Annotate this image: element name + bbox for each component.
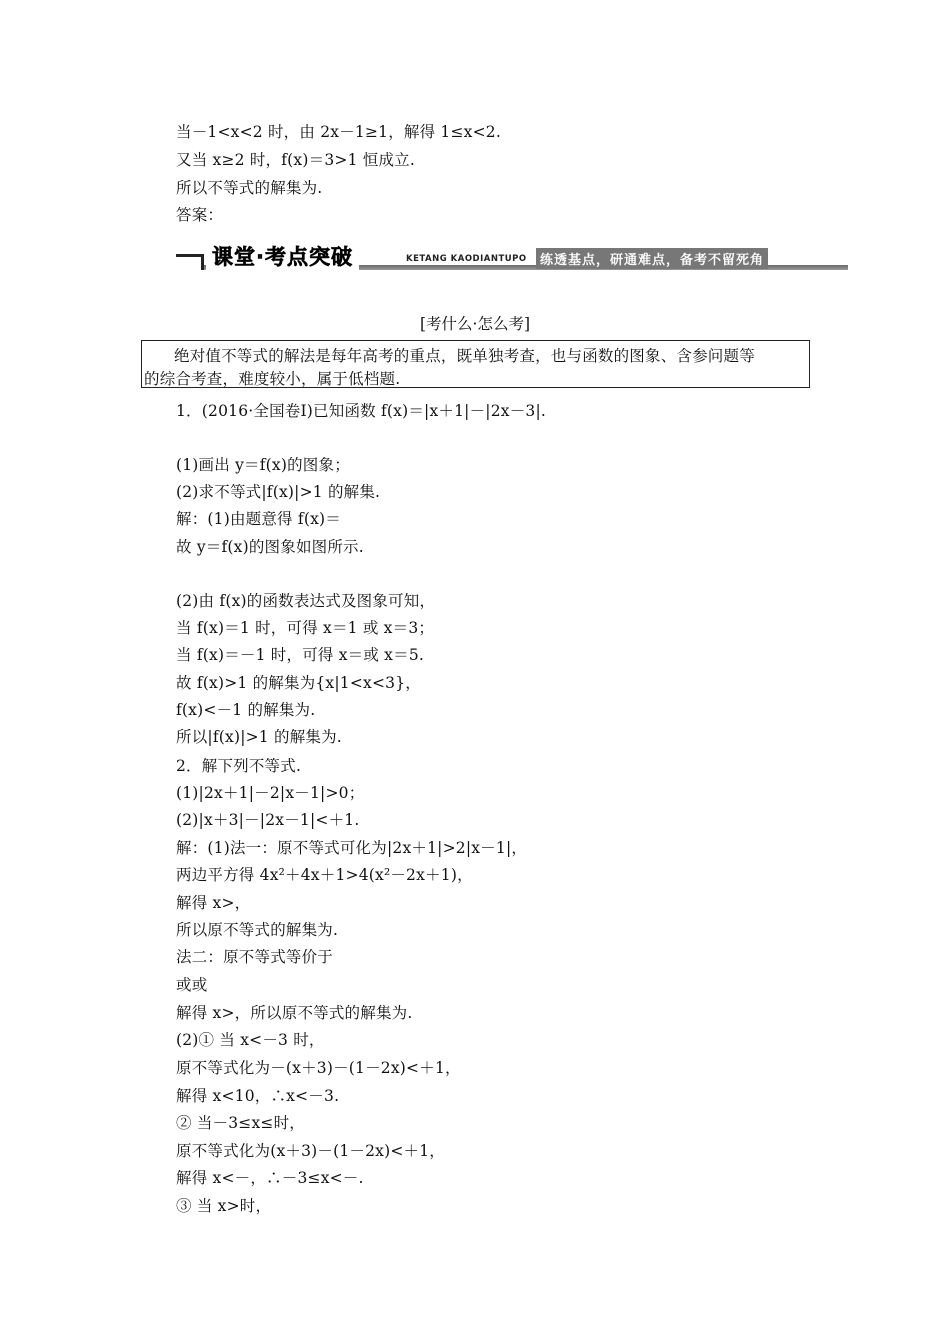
text-line: 当 f(x)＝1 时，可得 x＝1 或 x＝3； xyxy=(176,619,435,637)
text-line: 解：(1)法一：原不等式可化为|2x＋1|>2|x－1|， xyxy=(176,839,528,857)
text-line: 当 f(x)＝－1 时，可得 x＝或 x＝5. xyxy=(176,646,425,664)
text-line: ③ 当 x>时， xyxy=(176,1197,272,1215)
banner-slogan: 练透基点，研通难点，备考不留死角 xyxy=(536,248,768,269)
text-line: 解得 x<10，∴x<－3. xyxy=(176,1087,340,1105)
summary-line-1: 绝对值不等式的解法是每年高考的重点，既单独考查，也与函数的图象、含参问题等 xyxy=(174,347,755,365)
text-line: 解得 x>， xyxy=(176,894,251,912)
summary-box xyxy=(141,340,810,388)
text-line: 原不等式化为－(x＋3)－(1－2x)<＋1， xyxy=(176,1059,461,1077)
text-line: 答案： xyxy=(176,206,224,224)
text-line: 故 y＝f(x)的图象如图所示. xyxy=(176,538,364,556)
text-line: 又当 x≥2 时，f(x)＝3>1 恒成立. xyxy=(176,151,415,169)
text-line: 所以不等式的解集为. xyxy=(176,179,323,197)
text-line: 两边平方得 4x²＋4x＋1>4(x²－2x＋1)， xyxy=(176,866,473,884)
text-line: 所以原不等式的解集为. xyxy=(176,921,339,939)
banner-pinyin: KETANG KAODIANTUPO xyxy=(402,254,531,264)
text-line: (2)|x＋3|－|2x－1|<＋1. xyxy=(176,811,360,829)
text-line: 或或 xyxy=(176,976,208,994)
text-line: f(x)<－1 的解集为. xyxy=(176,701,316,719)
summary-line-2: 的综合考查，难度较小，属于低档题. xyxy=(144,370,401,388)
text-line: ② 当－3≤x≤时， xyxy=(176,1114,306,1132)
text-line: (2)求不等式|f(x)|>1 的解集. xyxy=(176,483,381,501)
text-line: (1)画出 y＝f(x)的图象； xyxy=(176,456,350,474)
banner-title: 课堂·考点突破 xyxy=(206,244,359,270)
problem-1-statement: 1．(2016·全国卷Ⅰ)已知函数 f(x)＝|x＋1|－|2x－3|. xyxy=(176,402,547,420)
banner-hook-decoration xyxy=(176,254,204,270)
text-line: 解得 x<－，∴－3≤x<－. xyxy=(176,1169,364,1187)
text-line: 法二：原不等式等价于 xyxy=(176,948,334,966)
text-line: (1)|2x＋1|－2|x－1|>0； xyxy=(176,784,365,802)
section-banner xyxy=(176,244,848,272)
text-line: 所以|f(x)|>1 的解集为. xyxy=(176,728,342,746)
text-line: 解：(1)由题意得 f(x)＝ xyxy=(176,510,341,528)
section-heading: [考什么·怎么考] xyxy=(419,315,531,333)
text-line: 解得 x>，所以原不等式的解集为. xyxy=(176,1004,413,1022)
text-line: 当－1<x<2 时，由 2x－1≥1，解得 1≤x<2. xyxy=(176,123,502,141)
problem-2-statement: 2．解下列不等式. xyxy=(176,757,302,775)
text-line: 故 f(x)>1 的解集为{x|1<x<3}， xyxy=(176,674,422,692)
text-line: (2)① 当 x<－3 时， xyxy=(176,1031,325,1049)
text-line: 原不等式化为(x＋3)－(1－2x)<＋1， xyxy=(176,1142,446,1160)
text-line: (2)由 f(x)的函数表达式及图象可知， xyxy=(176,592,436,610)
